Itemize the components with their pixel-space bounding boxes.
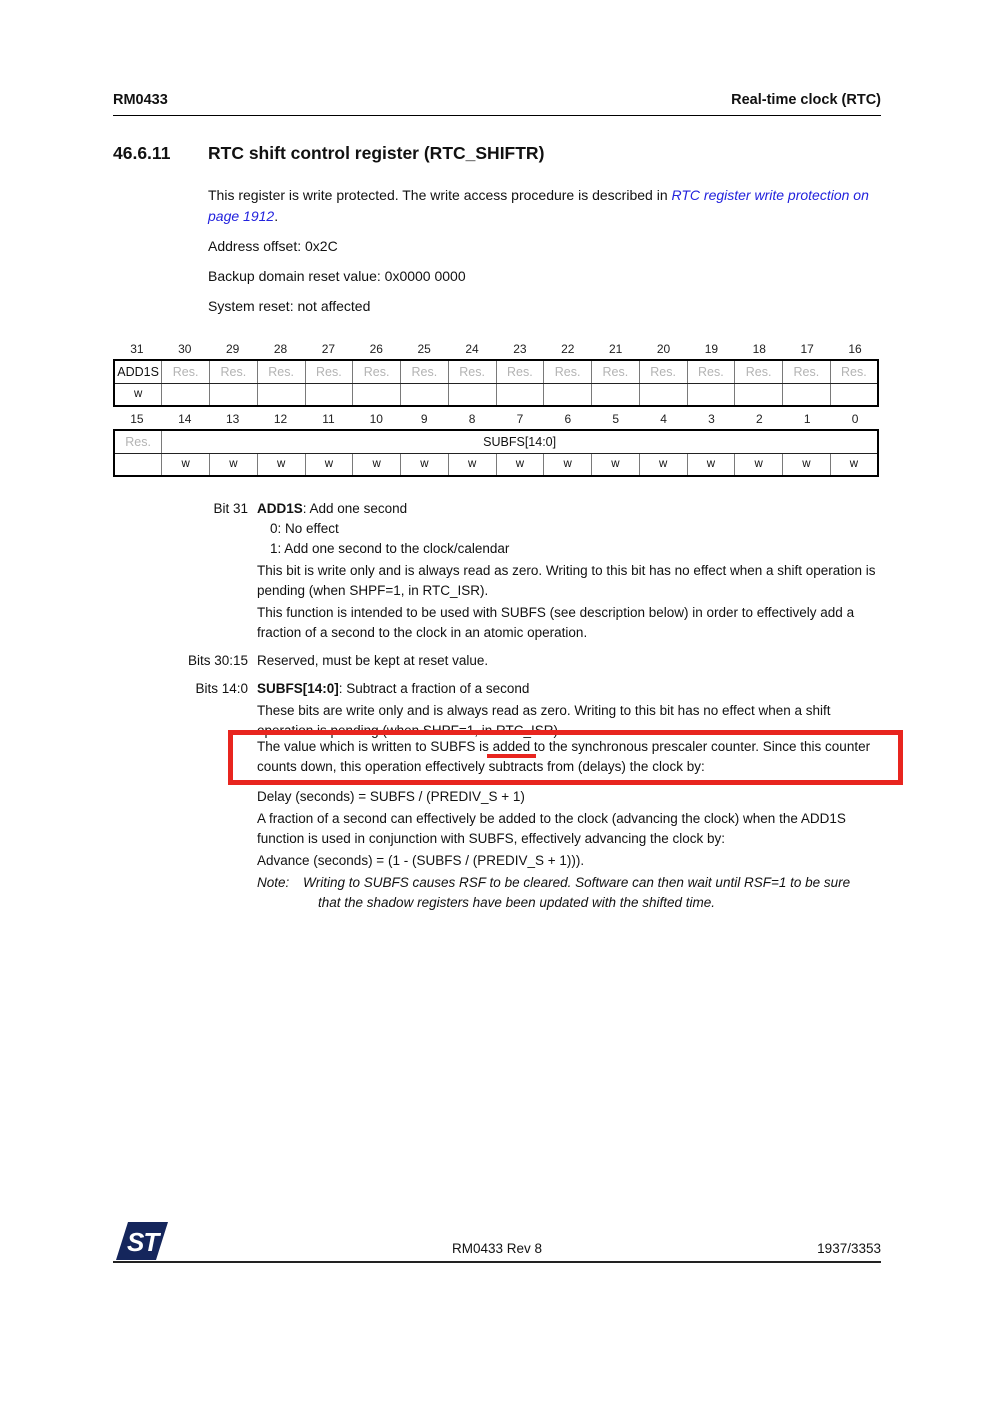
access-type-cell <box>496 383 544 406</box>
access-type-cell: w <box>496 453 544 476</box>
bit-number: 27 <box>321 342 336 356</box>
bit-number: 7 <box>516 412 524 426</box>
access-type-cell: w <box>639 453 687 476</box>
access-type-cell <box>639 383 687 406</box>
address-offset-line: Address offset: 0x2C <box>208 238 338 254</box>
reserved-field-cell: Res. <box>257 360 305 383</box>
bit-numbers-row-low <box>113 412 879 429</box>
reserved-field-cell: Res. <box>353 360 401 383</box>
access-type-cell: w <box>353 453 401 476</box>
access-type-cell <box>830 383 878 406</box>
system-reset-line: System reset: not affected <box>208 298 371 314</box>
bits14-0-label: Bits 14:0 <box>195 681 248 696</box>
bit-number: 3 <box>708 412 715 426</box>
reset-value-line: Backup domain reset value: 0x0000 0000 <box>208 268 466 284</box>
bit-number: 1 <box>803 412 811 426</box>
write-protect-period: . <box>274 208 279 224</box>
red-annotation-box <box>228 730 903 785</box>
bit-number: 13 <box>226 412 240 426</box>
access-type-cell: w <box>448 453 496 476</box>
register-table-low <box>113 412 881 477</box>
bit-number: 18 <box>752 342 766 356</box>
bit31-value-1: 1: Add one second to the clock/calendar <box>270 541 510 556</box>
bit-number: 5 <box>612 412 620 426</box>
bit-number: 30 <box>178 342 192 356</box>
bit31-label: Bit 31 <box>213 501 248 516</box>
bit-number: 25 <box>417 342 431 356</box>
bit-number: 14 <box>178 412 192 426</box>
reserved-field-cell: Res. <box>114 430 162 453</box>
reserved-field-cell: Res. <box>592 360 640 383</box>
reserved-field-cell: Res. <box>305 360 353 383</box>
access-type-cell <box>592 383 640 406</box>
bit31-value-0: 0: No effect <box>270 521 339 536</box>
access-type-cell <box>353 383 401 406</box>
bit-numbers-row-high <box>113 342 879 359</box>
bit-number: 11 <box>322 412 335 426</box>
access-type-cell <box>210 383 258 406</box>
bit-number: 24 <box>465 342 479 356</box>
bit-number: 6 <box>564 412 572 426</box>
access-type-cell: w <box>735 453 783 476</box>
bit-number: 31 <box>130 342 144 356</box>
access-type-cell <box>783 383 831 406</box>
reserved-field-cell: Res. <box>639 360 687 383</box>
reserved-field-cell: Res. <box>783 360 831 383</box>
reserved-field-cell: Res. <box>448 360 496 383</box>
subfs-boxed-post: to the synchronous prescaler counter. Since this counter counts down, this operation effectively subtracts from (delays) the clock by: <box>257 739 871 774</box>
access-type-cell <box>735 383 783 406</box>
register-bits-table-low <box>113 429 879 477</box>
bit-number: 29 <box>226 342 240 356</box>
bit-number: 8 <box>468 412 476 426</box>
subfs-field-name: SUBFS[14:0] <box>257 681 339 696</box>
access-type-cell: w <box>783 453 831 476</box>
note-text: Writing to SUBFS causes RSF to be cleared. Software can then wait until RSF=1 to be sure that the shadow registers have been updated with the shifted time. <box>303 875 851 910</box>
access-type-cell: w <box>401 453 449 476</box>
register-table-high <box>113 342 881 407</box>
access-type-cell <box>544 383 592 406</box>
access-type-cell: w <box>257 453 305 476</box>
bit-number: 4 <box>660 412 667 426</box>
bit-number: 9 <box>420 412 428 426</box>
subfs-para1: These bits are write only and is always read as zero. Writing to this bit has no effect when a shift operation is pending (when SHPF=1, in RTC_ISR). <box>257 703 831 738</box>
note-label: Note: <box>257 875 290 890</box>
bit-number: 22 <box>561 342 575 356</box>
bit-number: 19 <box>704 342 719 356</box>
advance-formula: Advance (seconds) = (1 - (SUBFS / (PREDIV_S + 1))). <box>257 853 585 868</box>
access-type-cell <box>162 383 210 406</box>
bit31-para1: This bit is write only and is always read as zero. Writing to this bit has no effect when a shift operation is pending (when SHPF=1, in RTC_ISR). <box>257 563 876 598</box>
bits14-0-description <box>113 679 881 913</box>
delay-formula: Delay (seconds) = SUBFS / (PREDIV_S + 1) <box>257 789 525 804</box>
write-protection-link[interactable]: RTC register write protection on page 1912 <box>208 187 869 224</box>
bit-number: 26 <box>369 342 383 356</box>
note-block <box>257 873 884 913</box>
subfs-para2: A fraction of a second can effectively be added to the clock (advancing the clock) when the ADD1S function is used in conjunction with SUBFS, effectively advancing the clock by: <box>257 811 846 846</box>
reserved-field-cell: Res. <box>830 360 878 383</box>
reserved-field-cell: Res. <box>162 360 210 383</box>
bit-number: 16 <box>848 342 862 356</box>
access-type-cell: w <box>114 383 162 406</box>
bit-number: 12 <box>273 412 288 426</box>
access-type-cell <box>448 383 496 406</box>
footer-page-number: 1937/3353 <box>817 1241 881 1256</box>
bit31-para2: This function is intended to be used with SUBFS (see description below) in order to effectively add a fraction of a second to the clock in an atomic operation. <box>257 605 855 640</box>
bit-number: 17 <box>800 342 814 356</box>
bits30-15-description <box>113 651 881 671</box>
write-protect-text: This register is write protected. The write access procedure is described in <box>208 187 672 203</box>
section-number: 46.6.11 <box>113 143 171 163</box>
section-title: RTC shift control register (RTC_SHIFTR) <box>208 143 545 163</box>
subfs-boxed-pre: The value which is written to SUBFS is <box>257 739 493 754</box>
access-type-cell <box>401 383 449 406</box>
bit31-field-name: ADD1S <box>257 501 303 516</box>
reserved-field-cell: Res. <box>544 360 592 383</box>
footer-doc-rev: RM0433 Rev 8 <box>451 1241 543 1256</box>
bit-number: 15 <box>130 412 144 426</box>
bit-number: 2 <box>755 412 763 426</box>
access-type-cell <box>257 383 305 406</box>
header-chapter-title: Real-time clock (RTC) <box>731 92 881 108</box>
bit-number: 21 <box>609 342 623 356</box>
access-type-cell: w <box>305 453 353 476</box>
register-field-cell: SUBFS[14:0] <box>162 430 878 453</box>
register-field-cell: ADD1S <box>114 360 162 383</box>
access-type-cell: w <box>830 453 878 476</box>
subfs-field-line <box>257 679 884 699</box>
header-doc-id: RM0433 <box>113 92 168 108</box>
bit-number: 0 <box>851 412 859 426</box>
reserved-field-cell: Res. <box>401 360 449 383</box>
bit31-field-line <box>257 499 881 519</box>
access-type-cell: w <box>210 453 258 476</box>
access-type-cell: w <box>544 453 592 476</box>
reserved-field-cell: Res. <box>210 360 258 383</box>
intro-block <box>208 185 881 317</box>
access-type-cell <box>687 383 735 406</box>
write-protect-paragraph <box>208 185 870 227</box>
reserved-field-cell: Res. <box>687 360 735 383</box>
running-header <box>113 0 881 116</box>
access-type-cell <box>114 453 162 476</box>
subfs-field-desc: : Subtract a fraction of a second <box>338 681 530 696</box>
access-type-cell: w <box>592 453 640 476</box>
access-type-cell: w <box>162 453 210 476</box>
red-underlined-word: added <box>487 739 537 758</box>
access-type-cell: w <box>687 453 735 476</box>
register-diagram <box>113 342 881 477</box>
register-bits-table-high <box>113 359 879 407</box>
running-footer <box>113 1221 881 1263</box>
bit-number: 20 <box>656 342 671 356</box>
bit-number: 10 <box>369 412 383 426</box>
bit31-field-desc: : Add one second <box>302 501 408 516</box>
bit-descriptions <box>113 499 881 913</box>
bit-number: 28 <box>273 342 288 356</box>
reserved-field-cell: Res. <box>735 360 783 383</box>
section-heading <box>113 143 881 164</box>
bits30-15-label: Bits 30:15 <box>187 653 248 668</box>
bits30-15-text: Reserved, must be kept at reset value. <box>257 653 489 668</box>
bit31-description <box>113 499 881 643</box>
access-type-cell <box>305 383 353 406</box>
st-logo-text: ST <box>127 1227 159 1257</box>
reserved-field-cell: Res. <box>496 360 544 383</box>
bit-number: 23 <box>513 342 527 356</box>
